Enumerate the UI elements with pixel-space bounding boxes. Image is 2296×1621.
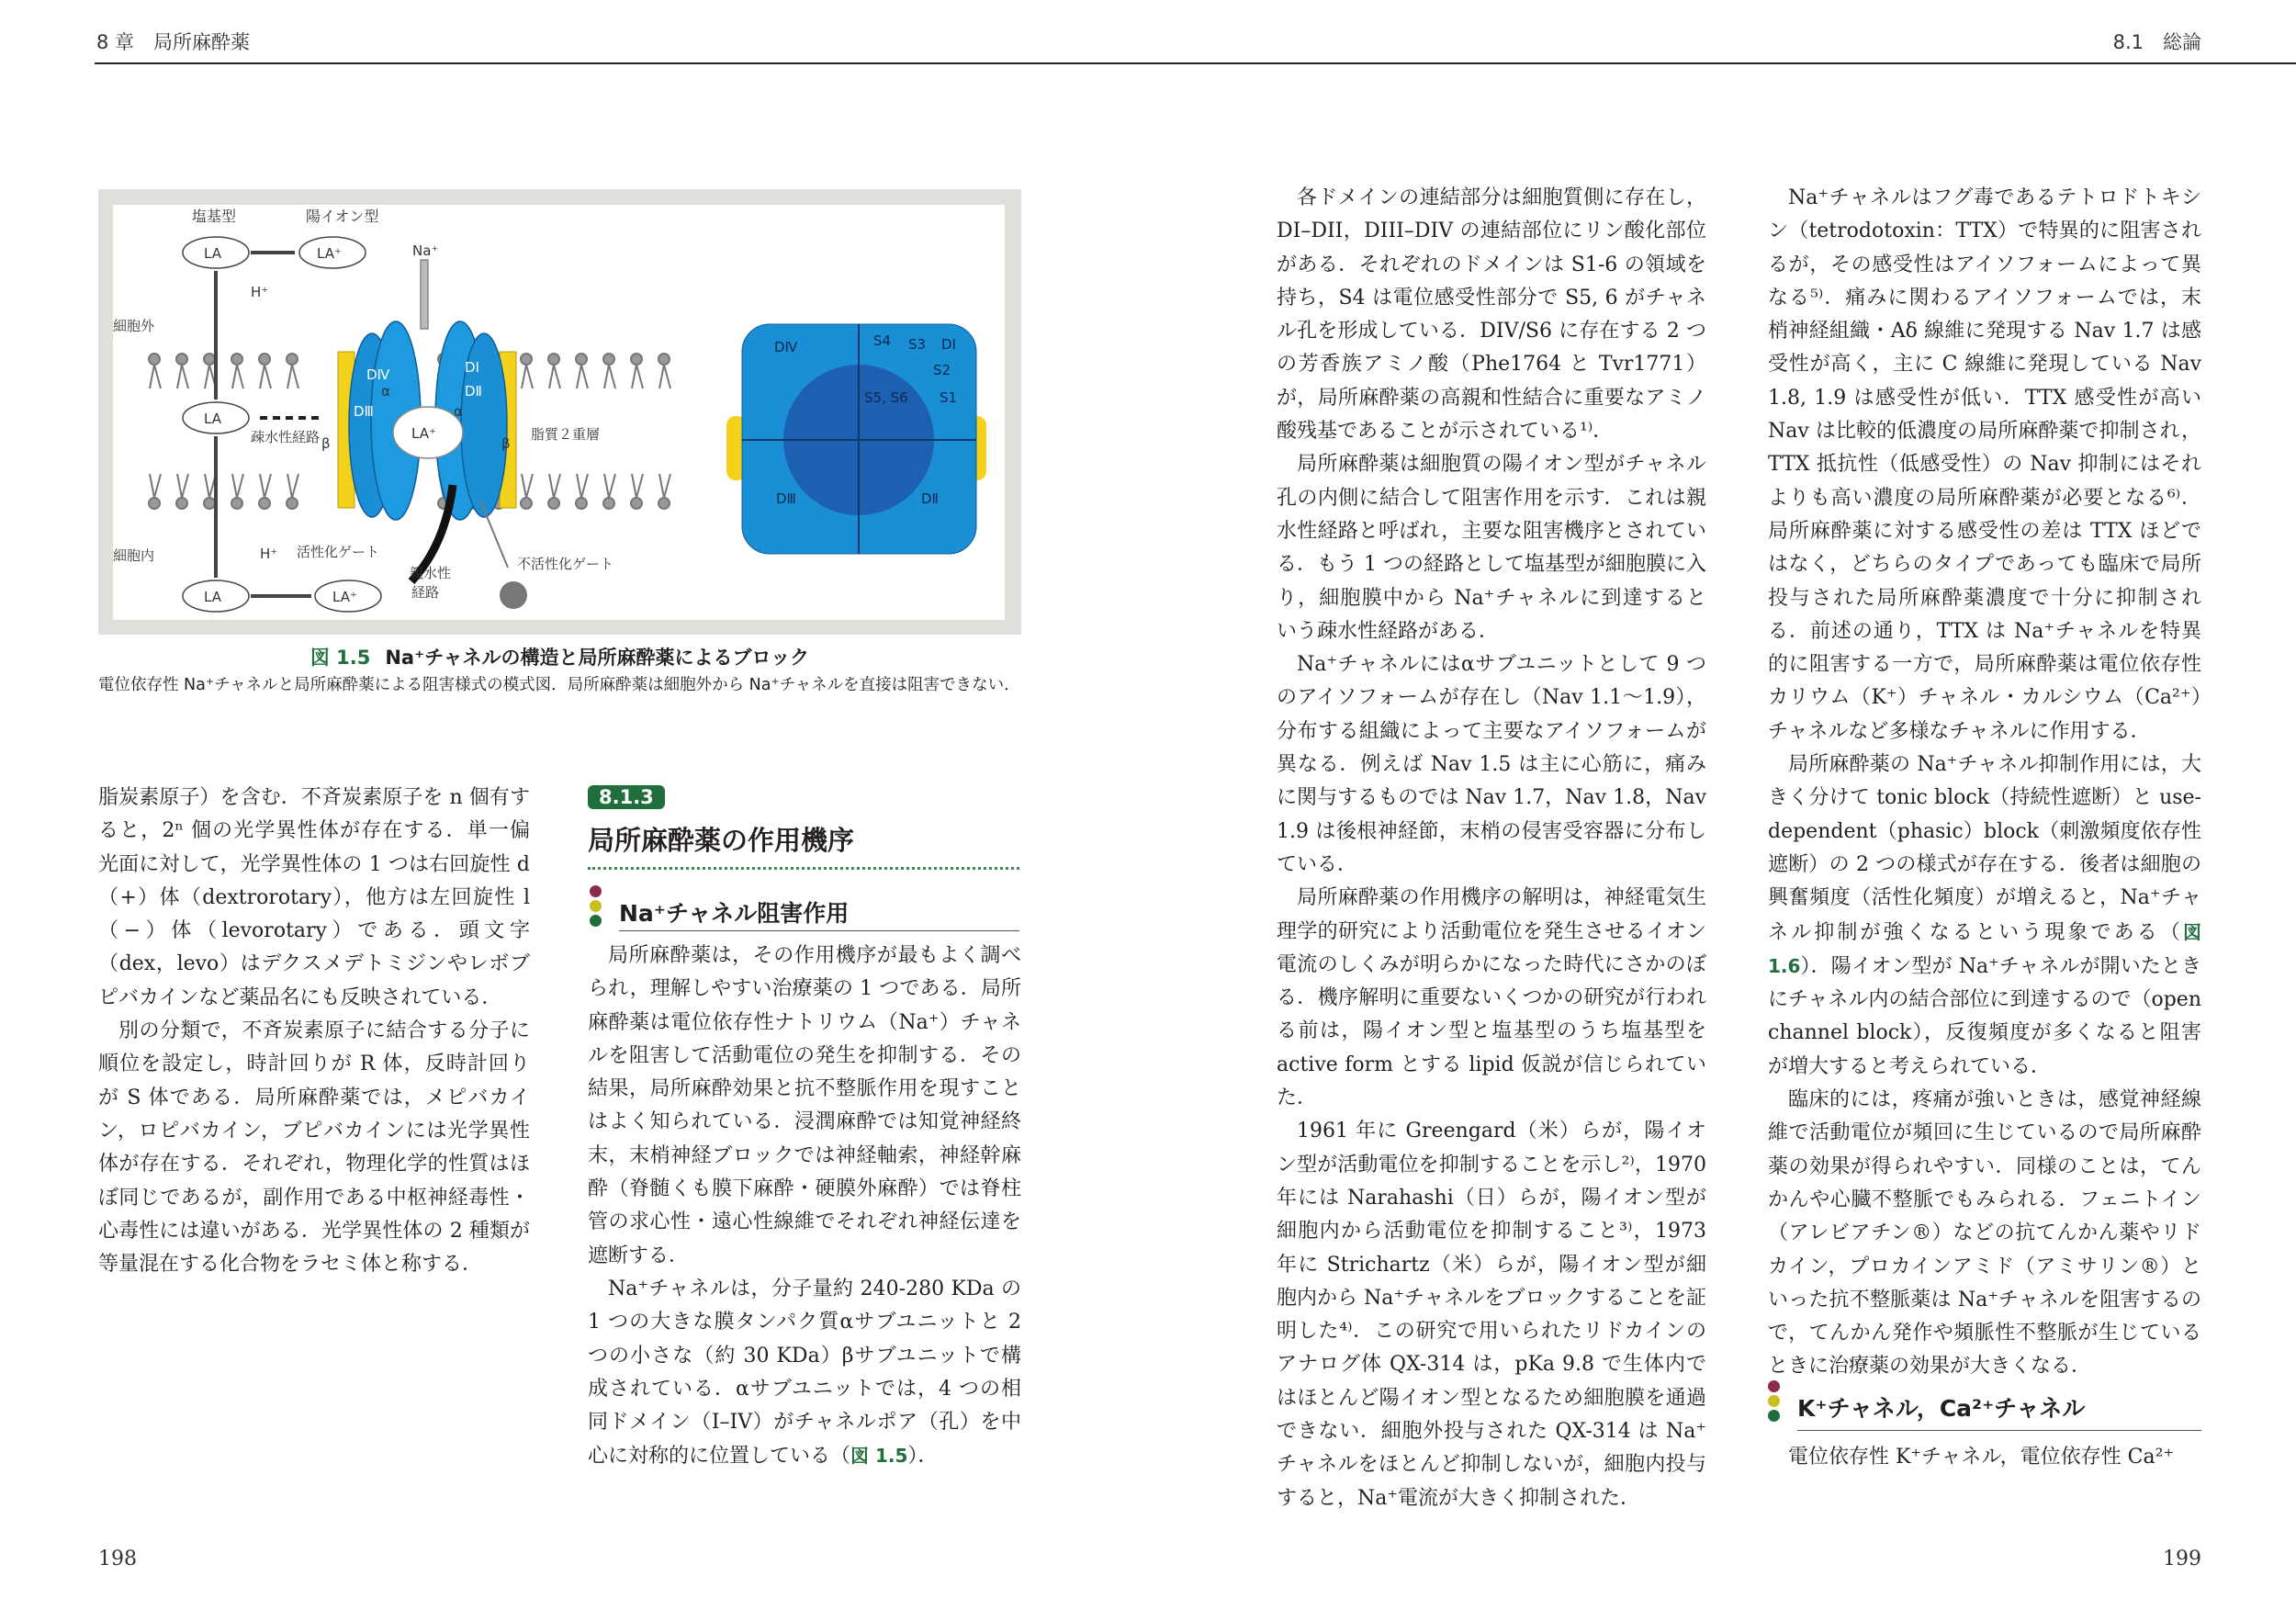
label-inactivation-gate: 不活性化ゲート <box>517 556 614 572</box>
running-header-right: 8.1 総論 <box>2112 31 2201 53</box>
top-d4: DⅣ <box>774 339 798 355</box>
label-lipid-bilayer: 脂質２重層 <box>531 426 601 443</box>
r2-paragraph-2-end: ）．陽イオン型が Na⁺チャネルが開いたときにチャネル内の結合部位に到達するので（open channel block），反復頻度が多くなると阻害が増大すると考えられている． <box>1768 954 2201 1078</box>
figure-1-5-diagram <box>113 205 1005 620</box>
la-top-left: LA <box>204 245 221 262</box>
r2-paragraph-3: 臨床的には，疼痛が強いときは，感覚神経線維で活動電位が頻回に生じているので局所麻酔薬の効果が得られやすい．同様のことは，てんかんや心臓不整脈でもみられる．フェニトイン（アレビアチン®）などの抗てんかん薬やリドカイン，プロカインアミド（アミサリン®）といった抗不整脈薬は Na⁺チャネルを阻害するので，てんかん発作や頻脈性不整脈が生じているときに治療薬の効果が大きくなる． <box>1768 1088 2201 1379</box>
label-d3: DⅢ <box>354 403 374 420</box>
top-d3: DⅢ <box>776 490 796 507</box>
running-header-left: 8 章 局所麻酔薬 <box>96 31 251 53</box>
top-s4: S4 <box>873 332 892 349</box>
label-d2: DⅡ <box>465 383 482 400</box>
header-rule <box>95 62 2296 64</box>
r1-paragraph-4: 局所麻酔薬の作用機序の解明は，神経電気生理学的研究により活動電位を発生させるイオン電流のしくみが明らかになった時代にさかのぼる．機序解明に重要ないくつかの研究が行われる前は，陽イオン型と塩基型のうち塩基型を active form とする lipid 仮説が信じられていた． <box>1277 886 1706 1110</box>
la-membrane: LA <box>204 411 221 427</box>
r2-paragraph-1: Na⁺チャネルはフグ毒であるテトロドトキシン（tetrodotoxin：TTX）で特異的に阻害されるが，その感受性はアイソフォームによって異なる⁵⁾．痛みに関わるアイソフォームでは，末梢神経組織・Aδ 線維に発現する Nav 1.7 は感受性が高く，主に C 線維に発現している Nav 1.8, 1.9 は感受性が低い．TTX 感受性が高い Nav は比較的低濃度の局所麻酔薬で抑制され，TTX 抵抗性（低感受性）の Nav 抑制にはそれよりも高い濃度の局所麻酔薬が必要となる⁶⁾．局所麻酔薬に対する感受性の差は TTX ほどではなく，どちらのタイプであっても臨床で局所投与された局所麻酔薬濃度で十分に抑制される．前述の通り，TTX は Na⁺チャネルを特異的に阻害する一方で，局所麻酔薬は電位依存性カリウム（K⁺）チャネル・カルシウム（Ca²⁺）チャネルなど多様なチャネルに作用する． <box>1768 186 2201 743</box>
label-enkiki: 塩基型 <box>192 208 237 225</box>
label-extracellular: 細胞外 <box>113 318 155 334</box>
label-intracellular: 細胞内 <box>113 547 155 564</box>
figure-caption-body: 電位依存性 Na⁺チャネルと局所麻酔薬による阻害様式の模式図．局所麻酔薬は細胞外から Na⁺チャネルを直接は阻害できない． <box>98 676 1020 694</box>
top-s1: S1 <box>940 389 958 406</box>
figure-1-6-link[interactable]: 図 1.6 <box>1768 920 2201 977</box>
label-alpha-1: α <box>381 383 390 400</box>
label-hydrophilic: 親水性 <box>410 565 452 581</box>
subhead-k-ca-channel: K⁺チャネル，Ca²⁺チャネル <box>1797 1395 2086 1422</box>
label-d1: DⅠ <box>465 359 479 376</box>
mid-paragraph-2: Na⁺チャネルは，分子量約 240-280 KDa の 1 つの大きな膜タンパク質αサブユニットと 2 つの小さな（約 30 KDa）βサブユニットで構成されている．αサブユニットでは，4 つの相同ドメイン（I–IV）がチャネルポア（孔）を中心に対称的に位置している（ <box>588 1277 1021 1469</box>
la-plus-bottom: LA⁺ <box>332 589 357 605</box>
la-plus-pore: LA⁺ <box>411 425 436 442</box>
channel-top-view <box>726 324 986 554</box>
top-s2: S2 <box>933 362 951 378</box>
label-yoion: 陽イオン型 <box>306 208 379 225</box>
label-alpha-2: α <box>454 403 463 420</box>
mid-paragraph-2-end: ）． <box>907 1445 939 1469</box>
figure-caption-title <box>98 643 1021 670</box>
page-number-right: 199 <box>2163 1548 2201 1570</box>
r2-paragraph-4: 電位依存性 K⁺チャネル，電位依存性 Ca²⁺ <box>1788 1446 2174 1469</box>
top-d1: DⅠ <box>941 336 956 353</box>
subhead-rule-2 <box>1797 1430 2201 1431</box>
h-plus-top: H⁺ <box>251 284 269 300</box>
la-bottom-left: LA <box>204 589 221 605</box>
r1-paragraph-5: 1961 年に Greengard（米）らが，陽イオン型が活動電位を抑制することを示し²⁾，1970 年には Narahashi（日）らが，陽イオン型が細胞内から活動電位を抑制すること³⁾，1973 年に Strichartz（米）らが，陽イオン型が細胞内から Na⁺チャネルをブロックすることを証明した⁴⁾．この研究で用いられたリドカインのアナログ体 QX-314 は，pKa 9.8 で生体内ではほとんど陽イオン型となるため細胞膜を通過できない．細胞外投与された QX-314 は Na⁺チャネルをほとんど抑制しないが，細胞内投与すると，Na⁺電流が大きく抑制された． <box>1277 1120 1706 1510</box>
subhead-rule-1 <box>619 930 1019 931</box>
label-hydrophobic-path: 疎水性経路 <box>251 429 321 445</box>
figure-title: Na⁺チャネルの構造と局所麻酔薬によるブロック <box>385 647 810 669</box>
left-paragraph-1: 脂炭素原子）を含む．不斉炭素原子を n 個有すると，2ⁿ 個の光学異性体が存在する．単一偏光面に対して，光学異性体の 1 つは右回旋性 d（+）体（dextrorotary），他方は左回旋性 l（−）体（levorotary）である．頭文字（dex，levo）はデクスメデトミジンやレボブピバカインなど薬品名にも反映されている． <box>98 786 530 1009</box>
label-beta-right: β <box>501 435 511 452</box>
na-plus-label: Na⁺ <box>412 242 439 259</box>
r1-paragraph-3: Na⁺チャネルにはαサブユニットとして 9 つのアイソフォームが存在し（Nav 1.1〜1.9），分布する組織によって主要なアイソフォームが異なる．例えば Nav 1.5 は主に心筋に，痛みに関与するものでは Nav 1.7，Nav 1.8，Nav 1.9 は後根神経節，末梢の侵害受容器に分布している． <box>1277 653 1706 876</box>
left-column <box>98 782 530 1281</box>
section-dotted-rule <box>588 867 1019 870</box>
right-column-1 <box>1277 182 1706 1515</box>
right-column-2 <box>1768 182 2201 1384</box>
label-d4: DⅣ <box>366 366 390 383</box>
top-d2: DⅡ <box>921 490 939 507</box>
top-s56: S5, S6 <box>864 389 908 406</box>
alpha-subunit-channel <box>349 260 507 520</box>
r1-paragraph-1: 各ドメインの連結部分は細胞質側に存在し，DI–DII，DIII–DIV の連結部位にリン酸化部位がある．それぞれのドメインは S1-6 の領域を持ち，S4 は電位感受性部分で S5, 6 がチャネル孔を形成している．DIV/S6 に存在する 2 つの芳香族アミノ酸（Phe1764 と Tvr1771）が，局所麻酔薬の高親和性結合に重要なアミノ酸残基であることが示されている¹⁾． <box>1277 186 1706 444</box>
la-plus-top: LA⁺ <box>317 245 342 262</box>
figure-number: 図 1.5 <box>310 647 371 669</box>
h-plus-bottom: H⁺ <box>260 546 278 562</box>
r1-paragraph-2: 局所麻酔薬は細胞質の陽イオン型がチャネル孔の内側に結合して阻害作用を示す．これは親水性経路と呼ばれ，主要な阻害機序とされている．もう 1 つの経路として塩基型が細胞膜に入り，細胞膜中から Na⁺チャネルに到達するという疎水性経路がある． <box>1277 453 1706 643</box>
subhead-bullet-dots-2 <box>1768 1380 1781 1424</box>
section-number-badge: 8.1.3 <box>588 785 665 809</box>
right-column-2-continued <box>1768 1441 2201 1474</box>
figure-1-5-link[interactable]: 図 1.5 <box>850 1445 908 1468</box>
label-beta-left: β <box>321 435 331 452</box>
subhead-na-channel: Na⁺チャネル阻害作用 <box>619 900 850 927</box>
middle-column <box>588 940 1021 1474</box>
section-title: 局所麻酔薬の作用機序 <box>588 825 855 856</box>
top-s3: S3 <box>908 336 927 353</box>
r2-paragraph-2: 局所麻酔薬の Na⁺チャネル抑制作用には，大きく分けて tonic block（持続性遮断）と use-dependent（phasic）block（刺激頻度依存性遮断）の 2 つの様式が存在する．後者は細胞の興奮頻度（活性化頻度）が増えると，Na⁺チャネル抑制が強くなるという現象である（ <box>1768 753 2201 944</box>
label-path: 経路 <box>411 584 440 601</box>
subhead-bullet-dots <box>590 885 602 929</box>
left-paragraph-2: 別の分類で，不斉炭素原子に結合する分子に順位を設定し，時計回りが R 体，反時計回りが S 体である．局所麻酔薬では，メピバカイン，ロピバカイン，ブピバカインには光学異性体が存在する．それぞれ，物理化学的性質はほぼ同じであるが，副作用である中枢神経毒性・心毒性には違いがある．光学異性体の 2 種類が等量混在する化合物をラセミ体と称する． <box>98 1019 530 1277</box>
mid-paragraph-1: 局所麻酔薬は，その作用機序が最もよく調べられ，理解しやすい治療薬の 1 つである．局所麻酔薬は電位依存性ナトリウム（Na⁺）チャネルを阻害して活動電位の発生を抑制する．その結果，局所麻酔効果と抗不整脈作用を現すことはよく知られている．浸潤麻酔では知覚神経終末，末梢神経ブロックでは神経軸索，神経幹麻酔（脊髄くも膜下麻酔・硬膜外麻酔）では脊柱管の求心性・遠心性線維でそれぞれ神経伝達を遮断する． <box>588 944 1021 1267</box>
page-number-left: 198 <box>98 1548 137 1570</box>
label-activation-gate: 活性化ゲート <box>297 544 380 560</box>
